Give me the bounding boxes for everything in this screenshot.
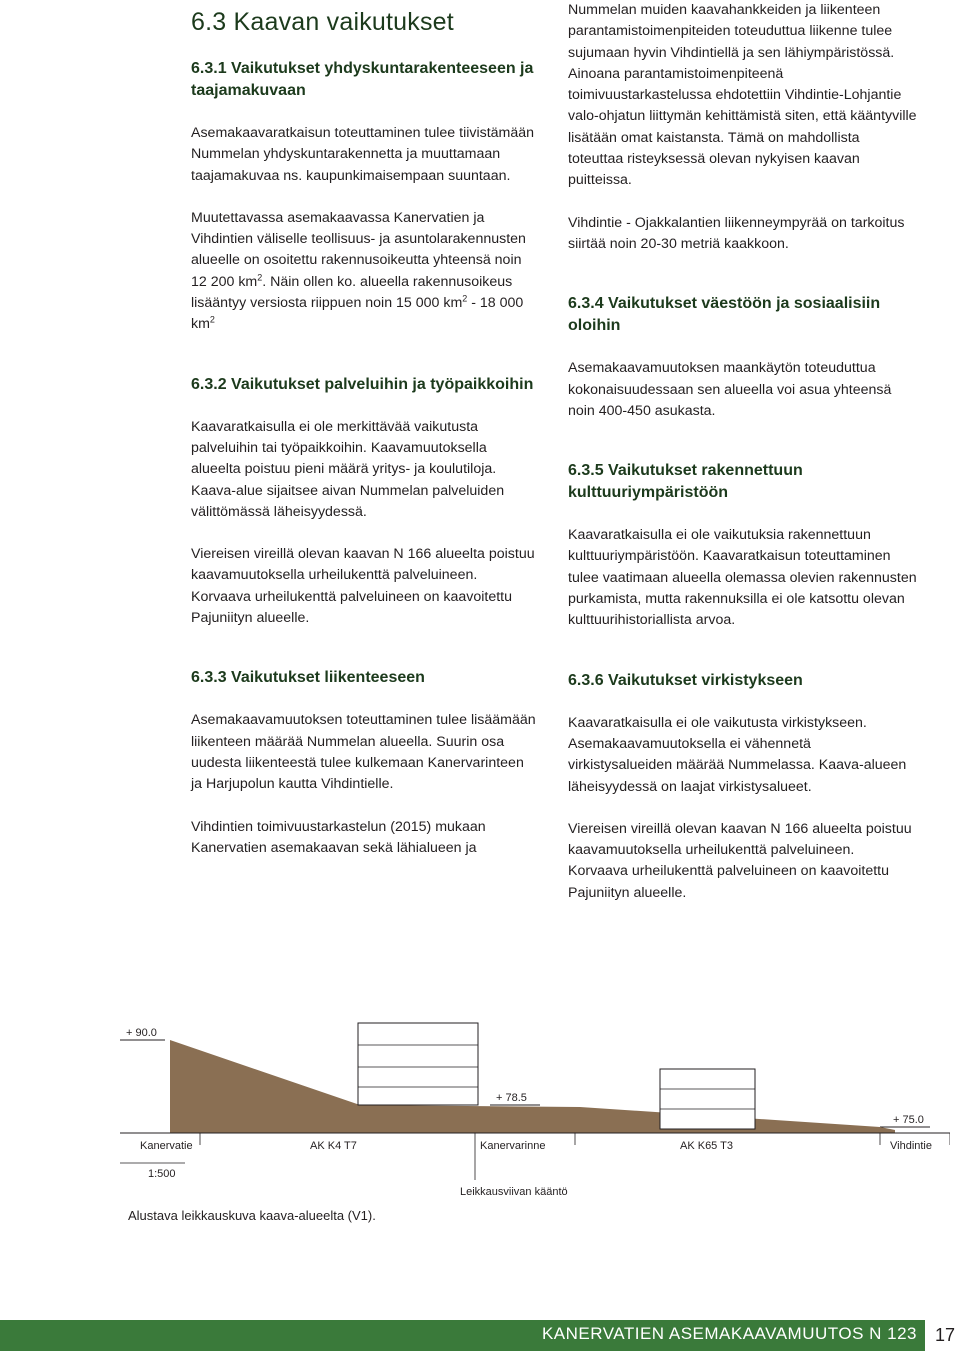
chapter-heading: 6.3 Kaavan vaikutukset [191, 8, 454, 36]
paragraph: Asemakaavamuutoksen maankäytön toteuduttua kokonaisuudessaan sen alueella voi asua yhteensä noin 400-450 asukasta. [568, 360, 892, 419]
ground-profile [170, 1040, 895, 1133]
paragraph: Kaavaratkaisulla ei ole merkittävää vaikutusta palveluihin tai työpaikkoihin. Kaavamuutoksella alueelta poistuu pieni määrä yritys- ja koulutiloja. Kaava-alue sijaitsee aivan Nummelan palveluiden välittömässä läheisyydessä. [191, 418, 505, 520]
label-kanervarinne: Kanervarinne [480, 1140, 546, 1152]
diagram-caption: Alustava leikkauskuva kaava-alueelta (V1). [128, 1208, 376, 1223]
section-title-6-3-5: 6.3.5 Vaikutukset rakennettuun kulttuuriympäristöön [568, 462, 803, 502]
section-title-6-3-2: 6.3.2 Vaikutukset palveluihin ja työpaikkoihin [191, 375, 534, 393]
paragraph: Nummelan muiden kaavahankkeiden ja liikenteen parantamistoimenpiteiden toteuduttua liikenne tulee sujumaan hyvin Vihdintiellä ja sen lähiympäristössä. Ainoana parantamistoimenpiteenä toimivuustarkastelussa ehdotettiin Vihdintie-Lohjantie valo-ohjatun liittymän kehittämistä siten, että kääntyville lisätään omat kaistansta. Tämä on mahdollista toteuttaa risteyksessä olevan nykyisen kaavan puitteissa. [568, 2, 917, 189]
right-column [568, 0, 918, 925]
elevation-label-left: + 90.0 [126, 1027, 157, 1039]
paragraph: Vihdintien toimivuustarkastelun (2015) mukaan Kanervatien asemakaavan sekä lähialueen ja [191, 818, 486, 856]
paragraph: Kaavaratkaisulla ei ole vaikutuksia rakennettuun kulttuuriympäristöön. Kaavaratkaisun toteuttaminen tulee vaatimaan alueella olemassa olevien rakennusten purkamista, mutta rakennuksilla ei ole katsottu olevan kulttuurihistoriallista arvoa. [568, 527, 917, 629]
paragraph: Kaavaratkaisulla ei ole vaikutusta virkistykseen. Asemakaavamuutoksella ei vähennetä virkistysalueiden määrää Nummelassa. Kaava-alueen läheisyydessä on laajat virkistysalueet. [568, 714, 907, 795]
elevation-label-right: + 75.0 [893, 1114, 924, 1126]
footer-title: KANERVATIEN ASEMAKAAVAMUUTOS N 123 [541, 1324, 917, 1343]
footer-bar [0, 1320, 925, 1351]
section-diagram [120, 1015, 950, 1230]
section-title-6-3-3: 6.3.3 Vaikutukset liikenteeseen [191, 669, 425, 687]
section-title-6-3-1: 6.3.1 Vaikutukset yhdyskuntarakenteeseen ja taajamakuvaan [191, 60, 534, 99]
paragraph: Viereisen vireillä olevan kaavan N 166 alueelta poistuu kaavamuutoksella urheilukenttä palveluineen. Korvaava urheilukenttä palveluineen on kaavoitettu Pajuniityn alueelle. [568, 820, 912, 901]
elevation-label-mid: + 78.5 [496, 1092, 527, 1104]
left-column [191, 6, 536, 880]
building-left [358, 1023, 478, 1105]
label-ak-k65-t3: AK K65 T3 [680, 1140, 733, 1152]
paragraph-floor-area: Muutettavassa asemakaavassa Kanervatien ja Vihdintien väliselle teollisuus- ja asuntolarakennusten alueelle on osoitettu rakennusoikeutta yhteensä noin 12 200 $km^2$. Näin ollen ko. alueella rakennusoikeus lisääntyy versiosta riippuen noin 15 000 $km^2 - 18$ 000 $km^2$ [191, 209, 526, 333]
paragraph: Viereisen vireillä olevan kaavan N 166 alueelta poistuu kaavamuutoksella urheilukenttä palveluineen. Korvaava urheilukenttä palveluineen on kaavoitettu Pajuniityn alueelle. [191, 546, 535, 627]
section-title-6-3-6: 6.3.6 Vaikutukset virkistykseen [568, 671, 803, 689]
paragraph: Vihdintie - Ojakkalantien liikenneympyrää on tarkoitus siirtää noin 20-30 metriä kaakkoon. [568, 214, 905, 252]
label-vihdintie: Vihdintie [890, 1140, 932, 1152]
scale-label: 1:500 [148, 1168, 176, 1180]
paragraph: Asemakaavamuutoksen toteuttaminen tulee lisäämään liikenteen määrää Nummelan alueella. Suurin osa uudesta liikenteestä tulee kulkemaan Kanervarinteen ja Harjupolun kautta Vihdintielle. [191, 712, 536, 793]
building-right [660, 1069, 755, 1129]
label-kanervatie: Kanervatie [140, 1140, 193, 1152]
section-title-6-3-4: 6.3.4 Vaikutukset väestöön ja sosiaalisiin oloihin [568, 295, 881, 335]
turn-label: Leikkausviivan kääntö [460, 1186, 568, 1198]
paragraph: Asemakaavaratkaisun toteuttaminen tulee tiivistämään Nummelan yhdyskuntarakennetta ja muuttamaan taajamakuvaa ns. kaupunkimaisempaan suuntaan. [191, 125, 535, 184]
page-number: 17 [935, 1325, 956, 1345]
label-ak-k4-t7: AK K4 T7 [310, 1140, 357, 1152]
